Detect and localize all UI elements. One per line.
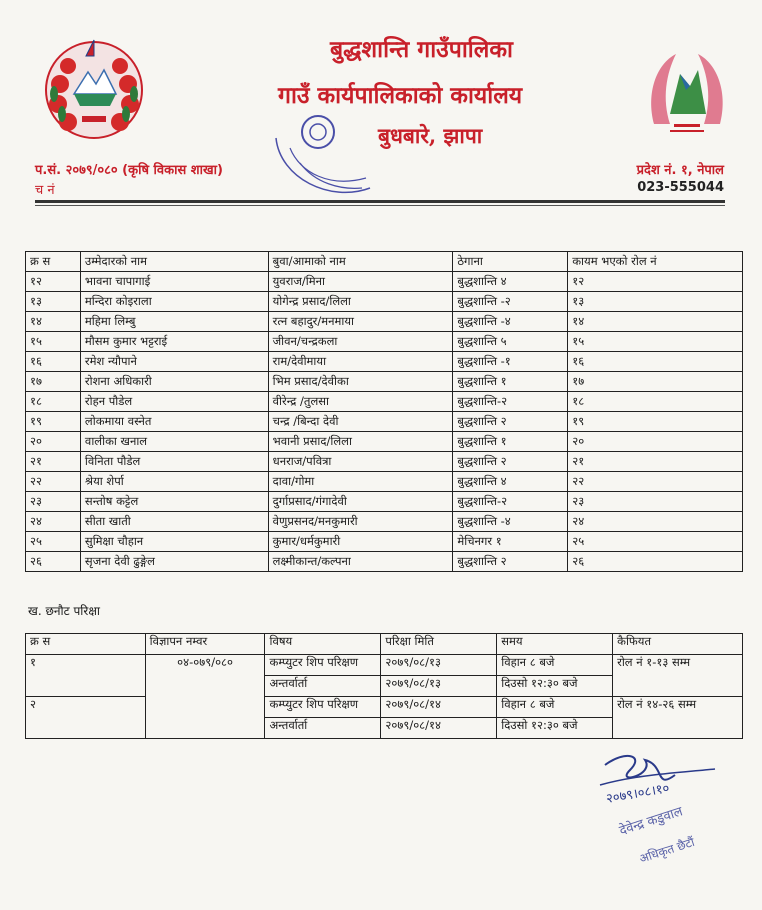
- cell-roll: २५: [568, 532, 743, 552]
- cell-parents: दुर्गाप्रसाद/गंगादेवी: [268, 492, 453, 512]
- cell-sn: २०: [26, 432, 81, 452]
- exam-subject: अन्तर्वार्ता: [265, 676, 381, 697]
- cell-sn: १७: [26, 372, 81, 392]
- cell-name: वालीका खनाल: [80, 432, 268, 452]
- table-row: [26, 372, 743, 392]
- cell-roll: १४: [568, 312, 743, 332]
- exam-remark: रोल नं १४-२६ सम्म: [613, 697, 743, 739]
- table-row: [26, 352, 743, 372]
- cell-sn: १९: [26, 412, 81, 432]
- cell-address: मेचिनगर १: [453, 532, 568, 552]
- exam-section-heading: ख. छनौट परिक्षा: [28, 604, 101, 618]
- cell-roll: १७: [568, 372, 743, 392]
- cell-roll: १६: [568, 352, 743, 372]
- cell-roll: २४: [568, 512, 743, 532]
- cell-address: बुद्धशान्ति २: [453, 412, 568, 432]
- table-row: [26, 492, 743, 512]
- table-row: [26, 272, 743, 292]
- cell-name: श्रेया शेर्पा: [80, 472, 268, 492]
- cell-roll: १२: [568, 272, 743, 292]
- nepal-emblem-icon: [38, 32, 150, 144]
- office-title-line1: बुद्धशान्ति गाउँपालिका: [330, 36, 513, 63]
- cell-parents: भवानी प्रसाद/लिला: [268, 432, 453, 452]
- exam-date: २०७९/०८/१४: [381, 697, 497, 718]
- candidate-table-header: [26, 252, 743, 272]
- office-title-line2: गाउँ कार्यपालिकाको कार्यालय: [278, 82, 523, 109]
- cell-address: बुद्धशान्ति १: [453, 372, 568, 392]
- cell-roll: २१: [568, 452, 743, 472]
- exam-date: २०७९/०८/१३: [381, 676, 497, 697]
- cell-parents: जीवन/चन्द्रकला: [268, 332, 453, 352]
- cell-sn: १२: [26, 272, 81, 292]
- table-row: [26, 452, 743, 472]
- province-label: प्रदेश नं. १, नेपाल: [636, 163, 724, 178]
- exam-col-remark: कैफियत: [613, 634, 743, 655]
- cell-sn: २२: [26, 472, 81, 492]
- exam-date: २०७९/०८/१३: [381, 655, 497, 676]
- cell-name: भावना चापागाई: [80, 272, 268, 292]
- exam-subject: कम्प्युटर शिप परिक्षण: [265, 697, 381, 718]
- cell-sn: १८: [26, 392, 81, 412]
- table-row: [26, 512, 743, 532]
- exam-time: विहान ८ बजे: [497, 655, 613, 676]
- table-row: [26, 332, 743, 352]
- cell-parents: योगेन्द्र प्रसाद/लिला: [268, 292, 453, 312]
- cell-address: बुद्धशान्ति-२: [453, 392, 568, 412]
- exam-sn: २: [26, 697, 146, 739]
- exam-time: दिउसो १२:३० बजे: [497, 676, 613, 697]
- cell-name: विनिता पौडेल: [80, 452, 268, 472]
- cell-parents: रत्न बहादुर/मनमाया: [268, 312, 453, 332]
- col-header-address: ठेगाना: [453, 252, 568, 272]
- svg-text:देवेन्द्र कडुवाल: देवेन्द्र कडुवाल: [617, 804, 685, 839]
- signature-image: [585, 745, 735, 875]
- cell-name: लोकमाया वस्नेत: [80, 412, 268, 432]
- col-header-name: उम्मेदारको नाम: [80, 252, 268, 272]
- cell-parents: वीरेन्द्र /तुलसा: [268, 392, 453, 412]
- table-row: [26, 697, 743, 718]
- cell-name: मौसम कुमार भट्टराई: [80, 332, 268, 352]
- cell-name: महिमा लिम्बु: [80, 312, 268, 332]
- cell-name: मन्दिरा कोइराला: [80, 292, 268, 312]
- svg-text:२०७९।०८।१०: २०७९।०८।१०: [605, 781, 671, 807]
- exam-subject: अन्तर्वार्ता: [265, 718, 381, 739]
- office-title-line3: बुधबारे, झापा: [378, 123, 483, 148]
- cell-sn: १५: [26, 332, 81, 352]
- cell-address: बुद्धशान्ति ५: [453, 332, 568, 352]
- cell-name: रोशना अधिकारी: [80, 372, 268, 392]
- office-seal-stamp-icon: [270, 108, 380, 213]
- exam-col-date: परिक्षा मिति: [381, 634, 497, 655]
- cell-address: बुद्धशान्ति २: [453, 552, 568, 572]
- table-row: [26, 412, 743, 432]
- cell-roll: २२: [568, 472, 743, 492]
- cell-roll: १९: [568, 412, 743, 432]
- exam-time: दिउसो १२:३० बजे: [497, 718, 613, 739]
- cell-sn: २१: [26, 452, 81, 472]
- svg-text:अधिकृत छैटौं: अधिकृत छैटौं: [637, 834, 697, 866]
- table-row: [26, 312, 743, 332]
- cell-parents: वेणुप्रसनद/मनकुमारी: [268, 512, 453, 532]
- cell-name: सन्तोष कट्टेल: [80, 492, 268, 512]
- cell-name: सुमिक्षा चौहान: [80, 532, 268, 552]
- cell-address: बुद्धशान्ति -४: [453, 512, 568, 532]
- exam-table-header: [26, 634, 743, 655]
- col-header-parents: बुवा/आमाको नाम: [268, 252, 453, 272]
- header-rule-thin: [35, 205, 725, 206]
- cell-parents: राम/देवीमाया: [268, 352, 453, 372]
- cell-sn: १३: [26, 292, 81, 312]
- exam-time: विहान ८ बजे: [497, 697, 613, 718]
- cell-name: सृजना देवी ढुङ्गेल: [80, 552, 268, 572]
- cell-name: सीता खाती: [80, 512, 268, 532]
- cell-name: रमेश न्यौपाने: [80, 352, 268, 372]
- cell-address: बुद्धशान्ति ४: [453, 472, 568, 492]
- cell-parents: युवराज/मिना: [268, 272, 453, 292]
- candidate-table: [25, 251, 743, 572]
- cell-address: बुद्धशान्ति १: [453, 432, 568, 452]
- reference-number: प.सं. २०७९/०८० (कृषि विकास शाखा): [35, 163, 223, 178]
- exam-col-sn: क्र स: [26, 634, 146, 655]
- exam-col-subject: विषय: [265, 634, 381, 655]
- cell-sn: २६: [26, 552, 81, 572]
- cell-roll: १५: [568, 332, 743, 352]
- phone-number: 023-555044: [637, 180, 724, 195]
- cell-parents: कुमार/धर्मकुमारी: [268, 532, 453, 552]
- exam-col-time: समय: [497, 634, 613, 655]
- header-rule: [35, 200, 725, 203]
- cell-parents: दावा/गोमा: [268, 472, 453, 492]
- cell-address: बुद्धशान्ति २: [453, 452, 568, 472]
- exam-sn: १: [26, 655, 146, 697]
- exam-date: २०७९/०८/१४: [381, 718, 497, 739]
- cell-parents: चन्द्र /बिन्दा देवी: [268, 412, 453, 432]
- table-row: [26, 472, 743, 492]
- exam-schedule-table: [25, 633, 743, 739]
- cell-sn: १४: [26, 312, 81, 332]
- exam-remark: रोल नं १-१३ सम्म: [613, 655, 743, 697]
- table-row: [26, 432, 743, 452]
- cell-address: बुद्धशान्ति ४: [453, 272, 568, 292]
- cell-sn: २४: [26, 512, 81, 532]
- cell-parents: भिम प्रसाद/देवीका: [268, 372, 453, 392]
- dispatch-number: च नं: [35, 183, 55, 198]
- table-row: [26, 655, 743, 676]
- col-header-roll: कायम भएको रोल नं: [568, 252, 743, 272]
- cell-sn: २५: [26, 532, 81, 552]
- col-header-sn: क्र स: [26, 252, 81, 272]
- municipality-logo-icon: [646, 44, 728, 144]
- cell-sn: १६: [26, 352, 81, 372]
- cell-parents: धनराज/पवित्रा: [268, 452, 453, 472]
- cell-sn: २३: [26, 492, 81, 512]
- table-row: [26, 392, 743, 412]
- cell-roll: २०: [568, 432, 743, 452]
- cell-address: बुद्धशान्ति -२: [453, 292, 568, 312]
- exam-col-ad-no: विज्ञापन नम्वर: [145, 634, 265, 655]
- cell-roll: २३: [568, 492, 743, 512]
- cell-roll: २६: [568, 552, 743, 572]
- cell-address: बुद्धशान्ति -४: [453, 312, 568, 332]
- cell-address: बुद्धशान्ति-२: [453, 492, 568, 512]
- cell-roll: १३: [568, 292, 743, 312]
- exam-ad-no: ०४-०७९/०८०: [145, 655, 265, 739]
- cell-parents: लक्ष्मीकान्त/कल्पना: [268, 552, 453, 572]
- cell-name: रोहन पौडेल: [80, 392, 268, 412]
- table-row: [26, 532, 743, 552]
- cell-roll: १८: [568, 392, 743, 412]
- table-row: [26, 292, 743, 312]
- exam-subject: कम्प्युटर शिप परिक्षण: [265, 655, 381, 676]
- table-row: [26, 552, 743, 572]
- cell-address: बुद्धशान्ति -१: [453, 352, 568, 372]
